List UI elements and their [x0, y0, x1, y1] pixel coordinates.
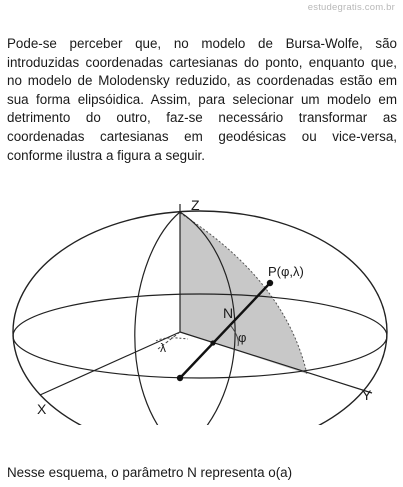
- label-z-axis: Z: [191, 197, 200, 213]
- label-normal-n: N: [223, 305, 234, 321]
- site-watermark: estudegratis.com.br: [307, 2, 395, 13]
- meridian-front: [135, 212, 180, 425]
- label-y-axis: Y: [362, 387, 372, 403]
- question-text: Nesse esquema, o parâmetro N representa o(a): [7, 465, 293, 480]
- label-point-p: P(φ,λ): [268, 264, 304, 279]
- ellipsoid-figure: [0, 190, 403, 425]
- label-longitude: λ: [160, 341, 166, 355]
- intersection-point: [210, 340, 215, 345]
- label-latitude: φ: [238, 330, 247, 345]
- origin-point: [177, 375, 183, 381]
- label-x-axis: X: [37, 401, 47, 417]
- intro-paragraph: Pode-se perceber que, no modelo de Bursa-Wolfe, são introduzidas coordenadas cartesianas do ponto, enquanto que, no modelo de Molodensky reduzido, as coordenadas estão em sua forma elipsóidica. Assim, para selecionar um modelo em detrimento do outro, faz-se necessário transformar as coordenadas cartesianas em geodésicas ou vice-versa, conforme ilustra a figura a seguir.: [7, 36, 397, 163]
- ellipsoid-diagram: [0, 190, 403, 425]
- point-p: [267, 280, 273, 286]
